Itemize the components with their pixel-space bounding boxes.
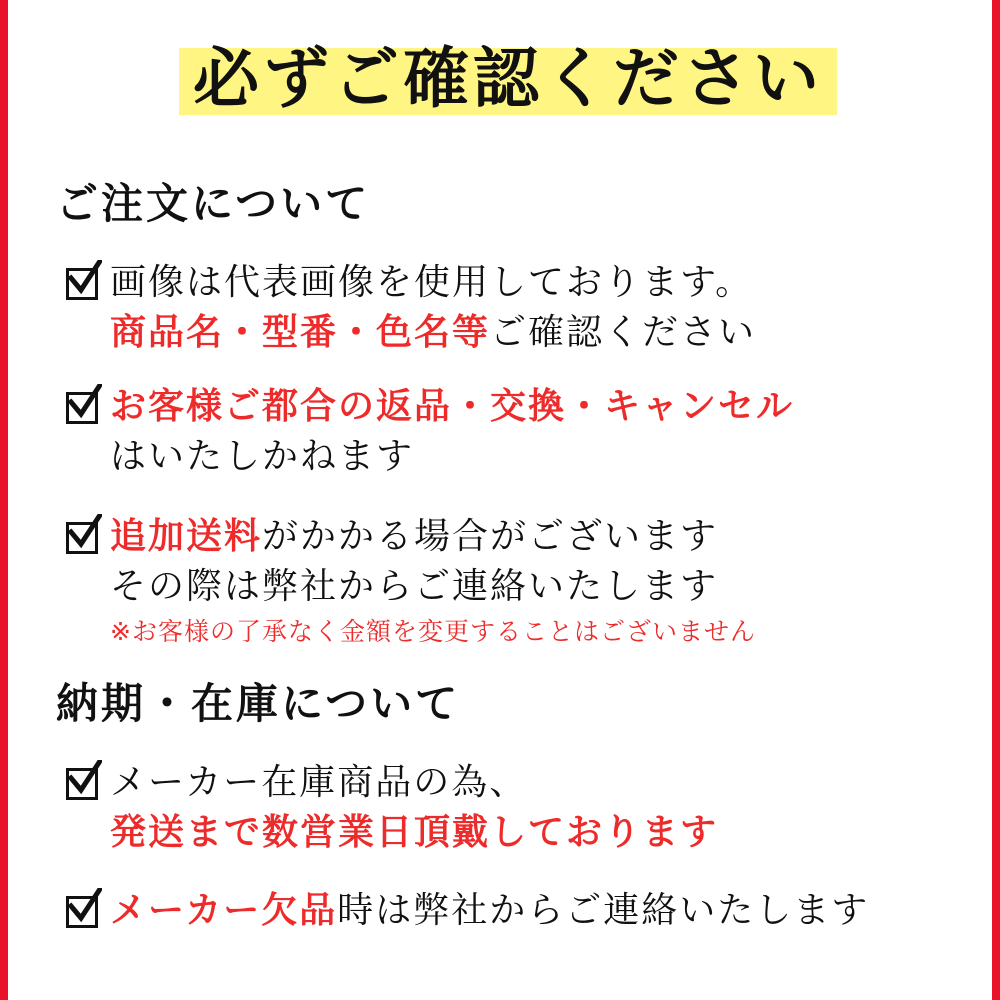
section-heading-delivery: 納期・在庫について [56,679,461,728]
text-line [110,516,718,557]
list-item-text [110,382,1000,482]
text-line: お客様ご都合の返品・交換・キャンセル [110,386,795,427]
page-title-wrapper [16,36,1000,122]
text-line: 発送まで数営業日頂戴しております [110,812,719,853]
checkbox-checked-icon [64,518,104,558]
list-item-text [110,886,869,936]
page-title: 必ずご確認ください [179,36,837,122]
list-item [64,758,1000,858]
list-item [64,258,1000,358]
text-line [110,312,756,353]
text-note: ※お客様の了承なく金額を変更することはございません [110,617,756,646]
checkbox-checked-icon [64,764,104,804]
text-plain: がかかる場合がございます [262,516,719,557]
text-plain: 時は弊社からご連絡いたします [337,890,870,931]
text-line [110,890,869,931]
list-item [64,512,1000,652]
checkbox-checked-icon [64,264,104,304]
checkbox-checked-icon [64,892,104,932]
text-line: はいたしかねます [110,436,415,477]
list-item-text [110,758,1000,858]
list-item [64,886,869,936]
notice-content [16,0,1000,1000]
text-line: 画像は代表画像を使用しております。 [110,262,754,303]
text-emphasis: メーカー欠品 [110,890,338,931]
list-item-text [110,512,1000,652]
list-item [64,382,1000,482]
checkbox-checked-icon [64,388,104,428]
section-heading-orders: ご注文について [56,179,371,228]
list-item-text [110,258,1000,358]
text-emphasis: 商品名・型番・色名等 [110,312,491,353]
text-line: その際は弊社からご連絡いたします [110,566,719,607]
text-plain: ご確認ください [490,312,757,353]
text-line: メーカー在庫商品の為、 [110,762,528,803]
text-emphasis: 追加送料 [110,516,263,557]
